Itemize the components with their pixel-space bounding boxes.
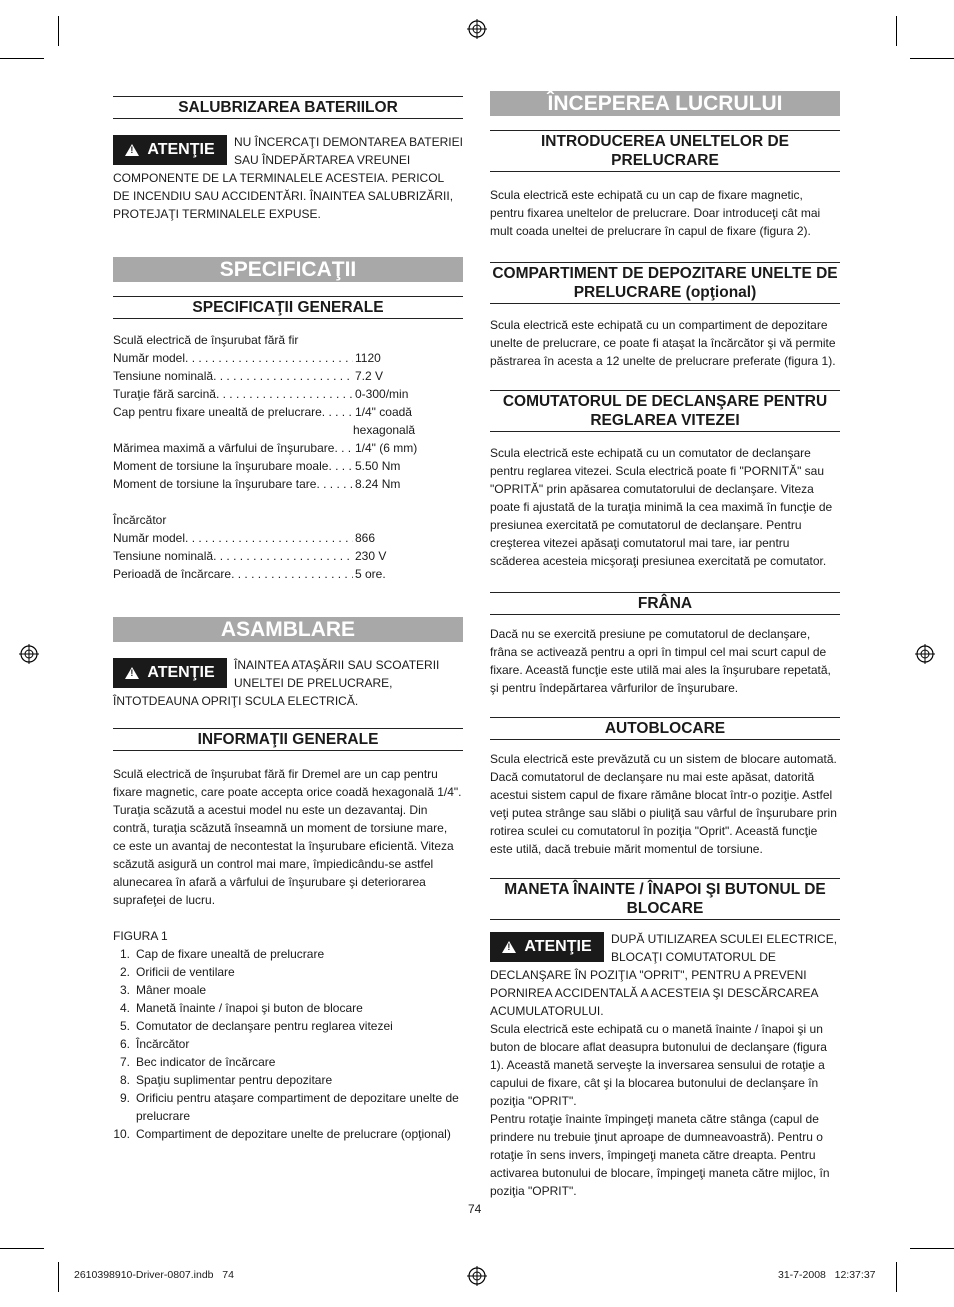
crop-mark [58,16,59,46]
crop-mark [896,16,897,46]
section-heading: COMPARTIMENT DE DEPOZITARE UNELTE DE PRELUCRARE (opţional) [490,262,840,304]
page-number: 74 [468,1202,482,1216]
list-item: 5. Comutator de declanşare pentru reglarea vitezei [119,1019,393,1033]
registration-mark-icon [915,644,935,664]
spec-row: Mărimea maximă a vârfului de înşurubare . . . 1/4" (6 mm) [113,439,463,457]
general-info-text: Sculă electrică de înşurubat fără fir Dremel are un cap pentru fixare magnetic, care poate accepta orice coadă hexagonală 1/4". Turaţia scăzută a acestui model nu este un dezavantaj. Din contră, turaţia scăzută înseamnă un moment de torsiune mare, ce este un avantaj de necontestat la înşurubare eficientă. Viteza scăzută asigură un control mai mare, împiedicându-se astfel alunecarea în afară a vârfului de înşurubare şi deteriorarea suprafeţei de lucru. [113,767,462,907]
list-item: 7. Bec indicator de încărcare [119,1055,276,1069]
spec-row: Număr model . . . 1120 [113,349,463,367]
general-specs-heading: SPECIFICAŢII GENERALE [113,296,463,319]
fwd-warning-text: DUPĂ UTILIZAREA SCULEI ELECTRICE, BLOCAŢI COMUTATORUL DE DECLANŞARE ÎN POZIŢIA "OPRIT", PENTRU A PREVENI PORNIREA ACCIDENTALĂ A ACESTEIA ŞI DESCĂRCAREA ACUMULATORULUI. [490,932,838,1018]
assembly-warning [113,656,463,710]
spec-row: Perioadă de încărcare . . . 5 ore. [113,565,463,583]
list-item: 3. Mâner moale [119,983,207,997]
section-text: Scula electrică este echipată cu un compartiment de depozitare unelte de prelucrare, ce poate fi ataşat la încărcător şi vă permite păstrarea în acesta a 12 unelte de prelucrare preferate (figura 1). [490,318,836,368]
list-item: 8. Spaţiu suplimentar pentru depozitare [119,1073,333,1087]
figure-label: FIGURA 1 [113,929,168,943]
section-text: Scula electrică este prevăzută cu un sistem de blocare automată. Dacă comutatorul de declanşare nu mai este apăsat, datorită acestui sistem capul de fixare rămâne blocat într-o poziţie. Astfel veţi putea strânge sau slăbi o piuliţă sau vârful de înşurubare prin rotirea sculei cu comutatorul în poziţia "Oprit". Această funcţie este utilă, dacă trebuie mărit momentul de torsiune. [490,752,837,856]
tool-spec-list [113,349,463,493]
spec-row: Turaţie fără sarcină . . . 0-300/min [113,385,463,403]
section-text: Scula electrică este echipată cu un comutator de declanşare pentru reglarea vitezei. Scula electrică poate fi "PORNITĂ" sau "OPRITĂ" prin apăsarea comutatorului de declanşare. Viteza poate fi ajustată de la turaţia minimă la cea maximă în funcţie de presiunea exercitată pe comutatorul de declanşare. Pentru creşterea vitezei apăsaţi comutatorul mai tare, iar pentru scăderea acesteia micşoraţi presiunea exercitată pe comutator. [490,446,833,568]
list-item: 4. Manetă înainte / înapoi şi buton de blocare [119,1001,363,1015]
spec-row: Moment de torsiune la înşurubare moale . . . 5.50 Nm [113,457,463,475]
crop-mark [58,1262,59,1292]
crop-mark [0,58,44,59]
general-info-heading: INFORMAŢII GENERALE [113,728,463,751]
section-heading: MANETA ÎNAINTE / ÎNAPOI ŞI BUTONUL DE BLOCARE [490,878,840,920]
warning-badge [490,932,604,962]
section-heading: INTRODUCEREA UNELTELOR DE PRELUCRARE [490,130,840,172]
registration-mark-icon [467,1266,487,1286]
list-item: 6. Încărcător [119,1037,190,1051]
battery-warning-text: NU ÎNCERCAŢI DEMONTAREA BATERIEI SAU ÎNDEPĂRTAREA VREUNEI COMPONENTE DE LA TERMINALELE ACESTEIA. PERICOL DE INCENDIU SAU ACCIDENTĂRI. ÎNAINTEA SALUBRIZĂRII, PROTEJAŢI TERMINALELE EXPUSE. [113,135,463,221]
crop-mark [910,58,954,59]
warning-badge-label: ATENŢIE [524,938,592,955]
specs-band: SPECIFICAŢII [113,257,463,282]
warning-badge [113,658,227,688]
warning-badge [113,135,227,165]
fwd-warning [490,930,840,1020]
warning-badge-label: ATENŢIE [147,664,215,681]
assembly-band: ASAMBLARE [113,617,463,642]
list-item: 2. Orificii de ventilare [119,965,235,979]
battery-warning [113,133,463,223]
list-item: 10. Compartiment de depozitare unelte de prelucrare (opţional) [113,1127,451,1141]
crop-mark [910,1248,954,1249]
registration-mark-icon [467,19,487,39]
getting-started-band: ÎNCEPEREA LUCRULUI [490,91,840,116]
right-column [490,91,840,1200]
warning-badge-label: ATENŢIE [147,141,215,158]
section-heading: AUTOBLOCARE [490,717,840,740]
section-heading: FRÂNA [490,592,840,615]
figure-legend [113,945,463,1143]
section-text: Dacă nu se exercită presiune pe comutatorul de declanşare, frâna se activează pentru a opri în timpul cel mai scurt capul de fixare. Această funcţie este utilă mai ales la înşurubare repetată, şi pentru îndepărtarea vârfurilor de înşurubare. [490,627,831,695]
left-column [113,96,463,1143]
section-text: Pentru rotaţie înainte împingeţi maneta către stânga (capul de prindere nu trebuie ţinut aproape de dumneavoastră). Pentru o rotaţie în sens invers, împingeţi maneta către dreapta. Pentru activarea butonului de blocare, împingeţi maneta către mijloc, în poziţia "OPRIT". [490,1112,830,1198]
list-item: 1. Cap de fixare unealtă de prelucrare [119,947,325,961]
list-item: 9. Orificiu pentru ataşare compartiment de depozitare unelte de prelucrare [119,1091,459,1123]
spec-row: Tensiune nominală . . . 7.2 V [113,367,463,385]
spec-row-continued: hexagonală [353,423,416,437]
warning-triangle-icon [125,144,139,156]
assembly-warning-text: ÎNAINTEA ATAŞĂRII SAU SCOATERII UNELTEI DE PRELUCRARE, ÎNTOTDEAUNA OPRIŢI SCULA ELECTRICĂ. [113,658,440,708]
section-heading: COMUTATORUL DE DECLANŞARE PENTRU REGLAREA VITEZEI [490,390,840,432]
spec-row: Cap pentru fixare unealtă de prelucrare . . . 1/4" coadă [113,403,463,421]
footer-file-info: 2610398910-Driver-0807.indb 74 [74,1269,234,1281]
tool-title: Sculă electrică de înşurubat fără fir [113,333,299,347]
section-text: Scula electrică este echipată cu o manetă înainte / înapoi şi un buton de blocare aflat deasupra butonului de declanşare (figura 1). Această manetă serveşte la inversarea sensului de rotaţie a capului de fixare, cât şi la blocarea butonului de declanşare în poziţia "OPRIT". [490,1022,827,1108]
footer-date: 31-7-2008 12:37:37 [778,1269,876,1281]
section-text: Scula electrică este echipată cu un cap de fixare magnetic, pentru fixarea uneltelor de prelucrare. Doar introduceţi cât mai mult coada uneltei de prelucrare în capul de fixare (figura 2). [490,188,821,238]
warning-triangle-icon [125,667,139,679]
warning-triangle-icon [502,941,516,953]
crop-mark [0,1248,44,1249]
spec-row: Moment de torsiune la înşurubare tare . . . 8.24 Nm [113,475,463,493]
charger-title: Încărcător [113,513,167,527]
spec-row: Număr model . . . 866 [113,529,463,547]
registration-mark-icon [19,644,39,664]
charger-spec-list [113,529,463,583]
spec-row: Tensiune nominală . . . 230 V [113,547,463,565]
battery-heading: SALUBRIZAREA BATERIILOR [113,96,463,119]
crop-mark [896,1262,897,1292]
